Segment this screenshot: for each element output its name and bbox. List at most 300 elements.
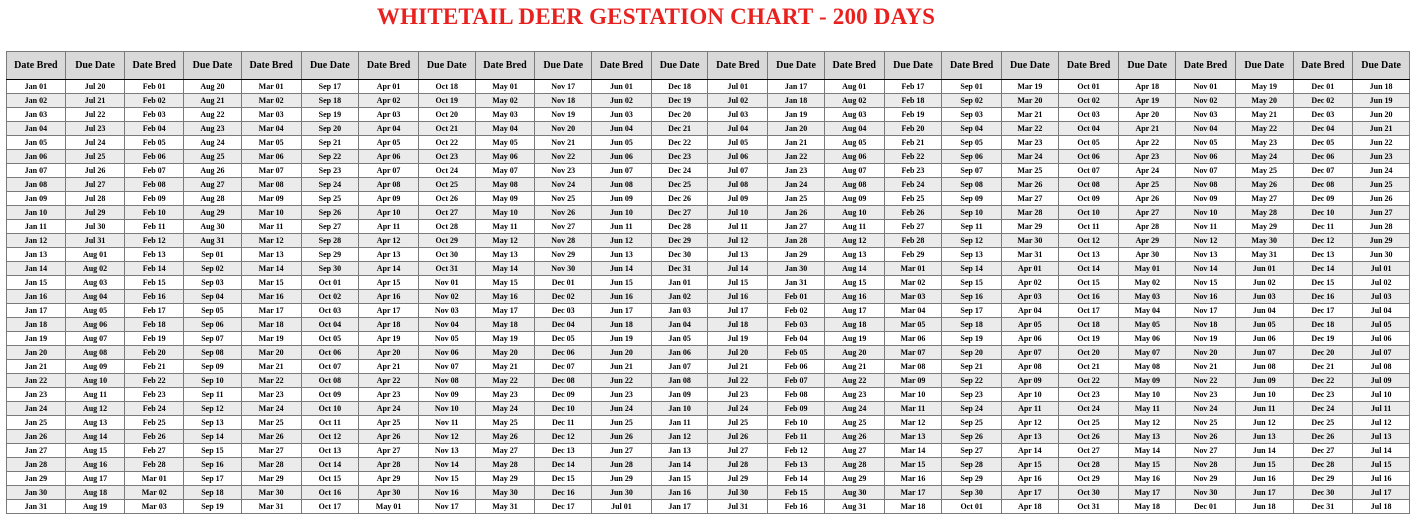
date-bred-cell: Jan 24 bbox=[7, 402, 66, 416]
date-bred-cell: Jan 09 bbox=[7, 192, 66, 206]
due-date-cell: Nov 21 bbox=[535, 136, 592, 150]
date-bred-cell: Dec 09 bbox=[1293, 192, 1353, 206]
date-bred-cell: Feb 07 bbox=[125, 164, 184, 178]
date-bred-cell: Dec 22 bbox=[1293, 374, 1353, 388]
date-bred-cell: Apr 21 bbox=[359, 360, 419, 374]
date-bred-cell: Oct 29 bbox=[1058, 472, 1119, 486]
due-date-cell: Mar 02 bbox=[884, 276, 942, 290]
due-date-cell: Jun 08 bbox=[1235, 360, 1293, 374]
date-bred-cell: Feb 05 bbox=[125, 136, 184, 150]
due-date-cell: Mar 16 bbox=[884, 472, 942, 486]
due-date-cell: Feb 05 bbox=[768, 346, 825, 360]
date-bred-cell: Sep 13 bbox=[942, 248, 1002, 262]
date-bred-cell: May 13 bbox=[475, 248, 535, 262]
due-date-cell: Jul 20 bbox=[65, 80, 125, 94]
date-bred-cell: May 06 bbox=[475, 150, 535, 164]
date-bred-cell: Jan 07 bbox=[7, 164, 66, 178]
due-date-cell: Mar 20 bbox=[1002, 94, 1059, 108]
date-bred-cell: Mar 09 bbox=[241, 192, 301, 206]
date-bred-cell: Dec 01 bbox=[1293, 80, 1353, 94]
due-date-cell: Nov 01 bbox=[418, 276, 475, 290]
due-date-cell: May 13 bbox=[1119, 430, 1176, 444]
due-date-cell: Mar 29 bbox=[1002, 220, 1059, 234]
due-date-cell: Feb 22 bbox=[884, 150, 942, 164]
date-bred-cell: Sep 03 bbox=[942, 108, 1002, 122]
date-bred-cell: Jun 02 bbox=[592, 94, 652, 108]
header-date-bred: Date Bred bbox=[475, 52, 535, 80]
due-date-cell: May 08 bbox=[1119, 360, 1176, 374]
due-date-cell: Apr 24 bbox=[1119, 164, 1176, 178]
date-bred-cell: Jun 10 bbox=[592, 206, 652, 220]
date-bred-cell: Nov 27 bbox=[1176, 444, 1236, 458]
due-date-cell: Oct 21 bbox=[418, 122, 475, 136]
date-bred-cell: Jan 20 bbox=[7, 346, 66, 360]
due-date-cell: Nov 08 bbox=[418, 374, 475, 388]
due-date-cell: Oct 02 bbox=[301, 290, 359, 304]
table-row bbox=[7, 248, 1410, 262]
due-date-cell: May 21 bbox=[1235, 108, 1293, 122]
date-bred-cell: Sep 02 bbox=[942, 94, 1002, 108]
due-date-cell: Oct 06 bbox=[301, 346, 359, 360]
due-date-cell: Oct 18 bbox=[418, 80, 475, 94]
date-bred-cell: Oct 05 bbox=[1058, 136, 1119, 150]
due-date-cell: Feb 24 bbox=[884, 178, 942, 192]
date-bred-cell: Dec 21 bbox=[1293, 360, 1353, 374]
due-date-cell: Dec 23 bbox=[651, 150, 708, 164]
date-bred-cell: Feb 12 bbox=[125, 234, 184, 248]
due-date-cell: Nov 29 bbox=[535, 248, 592, 262]
due-date-cell: Mar 19 bbox=[1002, 80, 1059, 94]
due-date-cell: Nov 17 bbox=[535, 80, 592, 94]
due-date-cell: Dec 28 bbox=[651, 220, 708, 234]
due-date-cell: Feb 25 bbox=[884, 192, 942, 206]
due-date-cell: Nov 23 bbox=[535, 164, 592, 178]
due-date-cell: Nov 22 bbox=[535, 150, 592, 164]
due-date-cell: Feb 08 bbox=[768, 388, 825, 402]
due-date-cell: Jan 22 bbox=[768, 150, 825, 164]
due-date-cell: Apr 22 bbox=[1119, 136, 1176, 150]
date-bred-cell: Dec 17 bbox=[1293, 304, 1353, 318]
due-date-cell: Nov 25 bbox=[535, 192, 592, 206]
due-date-cell: Sep 17 bbox=[301, 80, 359, 94]
date-bred-cell: Oct 09 bbox=[1058, 192, 1119, 206]
header-date-bred: Date Bred bbox=[1058, 52, 1119, 80]
due-date-cell: Jul 17 bbox=[1353, 486, 1410, 500]
date-bred-cell: Mar 26 bbox=[241, 430, 301, 444]
due-date-cell: Apr 01 bbox=[1002, 262, 1059, 276]
due-date-cell: Jul 23 bbox=[65, 122, 125, 136]
due-date-cell: Mar 03 bbox=[884, 290, 942, 304]
date-bred-cell: Dec 13 bbox=[1293, 248, 1353, 262]
date-bred-cell: Aug 29 bbox=[824, 472, 884, 486]
due-date-cell: Sep 09 bbox=[184, 360, 242, 374]
date-bred-cell: Jun 09 bbox=[592, 192, 652, 206]
due-date-cell: Jun 18 bbox=[1235, 500, 1293, 514]
date-bred-cell: Sep 07 bbox=[942, 164, 1002, 178]
date-bred-cell: Oct 28 bbox=[1058, 458, 1119, 472]
due-date-cell: Oct 17 bbox=[301, 500, 359, 514]
date-bred-cell: Jan 17 bbox=[7, 304, 66, 318]
due-date-cell: Dec 16 bbox=[535, 486, 592, 500]
date-bred-cell: Apr 16 bbox=[359, 290, 419, 304]
due-date-cell: Dec 13 bbox=[535, 444, 592, 458]
due-date-cell: May 05 bbox=[1119, 318, 1176, 332]
date-bred-cell: Jan 30 bbox=[7, 486, 66, 500]
date-bred-cell: Oct 13 bbox=[1058, 248, 1119, 262]
due-date-cell: Jun 13 bbox=[1235, 430, 1293, 444]
date-bred-cell: Aug 13 bbox=[824, 248, 884, 262]
due-date-cell: Dec 03 bbox=[535, 304, 592, 318]
due-date-cell: Jul 24 bbox=[65, 136, 125, 150]
due-date-cell: Jun 19 bbox=[1353, 94, 1410, 108]
due-date-cell: Mar 08 bbox=[884, 360, 942, 374]
date-bred-cell: Oct 26 bbox=[1058, 430, 1119, 444]
date-bred-cell: Jan 05 bbox=[7, 136, 66, 150]
due-date-cell: Aug 06 bbox=[65, 318, 125, 332]
due-date-cell: May 03 bbox=[1119, 290, 1176, 304]
due-date-cell: Nov 05 bbox=[418, 332, 475, 346]
due-date-cell: Mar 23 bbox=[1002, 136, 1059, 150]
due-date-cell: Nov 06 bbox=[418, 346, 475, 360]
due-date-cell: Jan 08 bbox=[651, 374, 708, 388]
date-bred-cell: Oct 07 bbox=[1058, 164, 1119, 178]
due-date-cell: Jun 02 bbox=[1235, 276, 1293, 290]
due-date-cell: Mar 30 bbox=[1002, 234, 1059, 248]
date-bred-cell: Aug 03 bbox=[824, 108, 884, 122]
header-due-date: Due Date bbox=[65, 52, 125, 80]
due-date-cell: Aug 22 bbox=[184, 108, 242, 122]
due-date-cell: Jan 07 bbox=[651, 360, 708, 374]
date-bred-cell: Jun 14 bbox=[592, 262, 652, 276]
due-date-cell: Dec 29 bbox=[651, 234, 708, 248]
due-date-cell: Jan 23 bbox=[768, 164, 825, 178]
due-date-cell: Dec 25 bbox=[651, 178, 708, 192]
date-bred-cell: Jun 15 bbox=[592, 276, 652, 290]
due-date-cell: Apr 02 bbox=[1002, 276, 1059, 290]
due-date-cell: Apr 04 bbox=[1002, 304, 1059, 318]
date-bred-cell: Sep 23 bbox=[942, 388, 1002, 402]
date-bred-cell: Oct 25 bbox=[1058, 416, 1119, 430]
header-due-date: Due Date bbox=[884, 52, 942, 80]
due-date-cell: Jan 17 bbox=[651, 500, 708, 514]
due-date-cell: Oct 25 bbox=[418, 178, 475, 192]
date-bred-cell: Oct 20 bbox=[1058, 346, 1119, 360]
date-bred-cell: May 14 bbox=[475, 262, 535, 276]
date-bred-cell: Dec 05 bbox=[1293, 136, 1353, 150]
due-date-cell: Feb 10 bbox=[768, 416, 825, 430]
due-date-cell: Jun 23 bbox=[1353, 150, 1410, 164]
date-bred-cell: Feb 08 bbox=[125, 178, 184, 192]
due-date-cell: Nov 30 bbox=[535, 262, 592, 276]
date-bred-cell: Sep 05 bbox=[942, 136, 1002, 150]
due-date-cell: Feb 07 bbox=[768, 374, 825, 388]
date-bred-cell: Mar 13 bbox=[241, 248, 301, 262]
date-bred-cell: Jan 26 bbox=[7, 430, 66, 444]
date-bred-cell: Jan 25 bbox=[7, 416, 66, 430]
date-bred-cell: Jan 08 bbox=[7, 178, 66, 192]
due-date-cell: Oct 07 bbox=[301, 360, 359, 374]
date-bred-cell: Jun 08 bbox=[592, 178, 652, 192]
due-date-cell: Jun 11 bbox=[1235, 402, 1293, 416]
due-date-cell: Jun 17 bbox=[1235, 486, 1293, 500]
due-date-cell: May 10 bbox=[1119, 388, 1176, 402]
date-bred-cell: May 23 bbox=[475, 388, 535, 402]
date-bred-cell: Feb 13 bbox=[125, 248, 184, 262]
due-date-cell: Apr 25 bbox=[1119, 178, 1176, 192]
date-bred-cell: Jul 19 bbox=[708, 332, 768, 346]
table-row bbox=[7, 276, 1410, 290]
date-bred-cell: Oct 02 bbox=[1058, 94, 1119, 108]
due-date-cell: Jul 08 bbox=[1353, 360, 1410, 374]
date-bred-cell: Aug 02 bbox=[824, 94, 884, 108]
date-bred-cell: May 10 bbox=[475, 206, 535, 220]
due-date-cell: Aug 02 bbox=[65, 262, 125, 276]
date-bred-cell: Nov 22 bbox=[1176, 374, 1236, 388]
date-bred-cell: Apr 19 bbox=[359, 332, 419, 346]
due-date-cell: Apr 23 bbox=[1119, 150, 1176, 164]
date-bred-cell: Nov 05 bbox=[1176, 136, 1236, 150]
date-bred-cell: May 11 bbox=[475, 220, 535, 234]
date-bred-cell: Nov 04 bbox=[1176, 122, 1236, 136]
due-date-cell: Jun 05 bbox=[1235, 318, 1293, 332]
due-date-cell: Mar 07 bbox=[884, 346, 942, 360]
date-bred-cell: Jun 05 bbox=[592, 136, 652, 150]
date-bred-cell: Aug 27 bbox=[824, 444, 884, 458]
due-date-cell: Jul 11 bbox=[1353, 402, 1410, 416]
header-date-bred: Date Bred bbox=[708, 52, 768, 80]
due-date-cell: Dec 10 bbox=[535, 402, 592, 416]
due-date-cell: Oct 30 bbox=[418, 248, 475, 262]
due-date-cell: Aug 07 bbox=[65, 332, 125, 346]
date-bred-cell: Nov 16 bbox=[1176, 290, 1236, 304]
due-date-cell: May 09 bbox=[1119, 374, 1176, 388]
table-row bbox=[7, 500, 1410, 514]
due-date-cell: Jun 30 bbox=[1353, 248, 1410, 262]
date-bred-cell: Jul 08 bbox=[708, 178, 768, 192]
due-date-cell: Apr 26 bbox=[1119, 192, 1176, 206]
due-date-cell: May 04 bbox=[1119, 304, 1176, 318]
date-bred-cell: May 31 bbox=[475, 500, 535, 514]
due-date-cell: Feb 18 bbox=[884, 94, 942, 108]
date-bred-cell: Nov 11 bbox=[1176, 220, 1236, 234]
table-row bbox=[7, 150, 1410, 164]
date-bred-cell: May 22 bbox=[475, 374, 535, 388]
date-bred-cell: Mar 21 bbox=[241, 360, 301, 374]
due-date-cell: Mar 04 bbox=[884, 304, 942, 318]
date-bred-cell: Dec 12 bbox=[1293, 234, 1353, 248]
date-bred-cell: Apr 23 bbox=[359, 388, 419, 402]
date-bred-cell: Oct 14 bbox=[1058, 262, 1119, 276]
date-bred-cell: Dec 18 bbox=[1293, 318, 1353, 332]
date-bred-cell: Feb 14 bbox=[125, 262, 184, 276]
date-bred-cell: Oct 03 bbox=[1058, 108, 1119, 122]
due-date-cell: Apr 30 bbox=[1119, 248, 1176, 262]
due-date-cell: Mar 11 bbox=[884, 402, 942, 416]
due-date-cell: Jul 06 bbox=[1353, 332, 1410, 346]
due-date-cell: Sep 27 bbox=[301, 220, 359, 234]
due-date-cell: Aug 20 bbox=[184, 80, 242, 94]
due-date-cell: Apr 13 bbox=[1002, 430, 1059, 444]
date-bred-cell: Aug 08 bbox=[824, 178, 884, 192]
due-date-cell: Mar 06 bbox=[884, 332, 942, 346]
date-bred-cell: Nov 01 bbox=[1176, 80, 1236, 94]
date-bred-cell: Jan 03 bbox=[7, 108, 66, 122]
date-bred-cell: Sep 16 bbox=[942, 290, 1002, 304]
due-date-cell: Jun 01 bbox=[1235, 262, 1293, 276]
table-row bbox=[7, 374, 1410, 388]
date-bred-cell: Dec 24 bbox=[1293, 402, 1353, 416]
table-row bbox=[7, 136, 1410, 150]
date-bred-cell: Apr 09 bbox=[359, 192, 419, 206]
due-date-cell: May 18 bbox=[1119, 500, 1176, 514]
due-date-cell: Jun 15 bbox=[1235, 458, 1293, 472]
due-date-cell: Aug 14 bbox=[65, 430, 125, 444]
date-bred-cell: Mar 03 bbox=[241, 108, 301, 122]
due-date-cell: Jul 13 bbox=[1353, 430, 1410, 444]
date-bred-cell: Feb 02 bbox=[125, 94, 184, 108]
due-date-cell: Jan 29 bbox=[768, 248, 825, 262]
due-date-cell: Mar 24 bbox=[1002, 150, 1059, 164]
date-bred-cell: Oct 16 bbox=[1058, 290, 1119, 304]
due-date-cell: Sep 07 bbox=[184, 332, 242, 346]
due-date-cell: May 20 bbox=[1235, 94, 1293, 108]
due-date-cell: Jul 29 bbox=[65, 206, 125, 220]
date-bred-cell: Jun 18 bbox=[592, 318, 652, 332]
due-date-cell: Sep 18 bbox=[301, 94, 359, 108]
due-date-cell: Sep 20 bbox=[301, 122, 359, 136]
date-bred-cell: Oct 30 bbox=[1058, 486, 1119, 500]
due-date-cell: Nov 13 bbox=[418, 444, 475, 458]
due-date-cell: Sep 08 bbox=[184, 346, 242, 360]
table-row bbox=[7, 262, 1410, 276]
due-date-cell: Sep 13 bbox=[184, 416, 242, 430]
date-bred-cell: Oct 01 bbox=[942, 500, 1002, 514]
due-date-cell: Sep 26 bbox=[301, 206, 359, 220]
due-date-cell: Apr 27 bbox=[1119, 206, 1176, 220]
due-date-cell: Aug 12 bbox=[65, 402, 125, 416]
due-date-cell: Feb 29 bbox=[884, 248, 942, 262]
date-bred-cell: Nov 02 bbox=[1176, 94, 1236, 108]
table-row bbox=[7, 402, 1410, 416]
due-date-cell: Nov 11 bbox=[418, 416, 475, 430]
due-date-cell: Sep 02 bbox=[184, 262, 242, 276]
date-bred-cell: Aug 07 bbox=[824, 164, 884, 178]
due-date-cell: Feb 11 bbox=[768, 430, 825, 444]
due-date-cell: Feb 14 bbox=[768, 472, 825, 486]
due-date-cell: Jun 14 bbox=[1235, 444, 1293, 458]
due-date-cell: Jan 13 bbox=[651, 444, 708, 458]
date-bred-cell: Aug 01 bbox=[824, 80, 884, 94]
date-bred-cell: Jul 06 bbox=[708, 150, 768, 164]
due-date-cell: May 27 bbox=[1235, 192, 1293, 206]
due-date-cell: Dec 21 bbox=[651, 122, 708, 136]
date-bred-cell: Feb 27 bbox=[125, 444, 184, 458]
date-bred-cell: Nov 17 bbox=[1176, 304, 1236, 318]
due-date-cell: Jun 03 bbox=[1235, 290, 1293, 304]
date-bred-cell: Jun 04 bbox=[592, 122, 652, 136]
due-date-cell: Aug 09 bbox=[65, 360, 125, 374]
date-bred-cell: Sep 11 bbox=[942, 220, 1002, 234]
date-bred-cell: Apr 11 bbox=[359, 220, 419, 234]
date-bred-cell: Dec 08 bbox=[1293, 178, 1353, 192]
date-bred-cell: Oct 22 bbox=[1058, 374, 1119, 388]
date-bred-cell: Mar 01 bbox=[241, 80, 301, 94]
date-bred-cell: Apr 22 bbox=[359, 374, 419, 388]
due-date-cell: Mar 09 bbox=[884, 374, 942, 388]
date-bred-cell: Jun 16 bbox=[592, 290, 652, 304]
date-bred-cell: May 12 bbox=[475, 234, 535, 248]
date-bred-cell: Jan 28 bbox=[7, 458, 66, 472]
due-date-cell: Sep 16 bbox=[184, 458, 242, 472]
due-date-cell: Dec 04 bbox=[535, 318, 592, 332]
date-bred-cell: Nov 03 bbox=[1176, 108, 1236, 122]
date-bred-cell: Feb 22 bbox=[125, 374, 184, 388]
date-bred-cell: Jan 14 bbox=[7, 262, 66, 276]
due-date-cell: Feb 04 bbox=[768, 332, 825, 346]
date-bred-cell: May 18 bbox=[475, 318, 535, 332]
due-date-cell: Dec 09 bbox=[535, 388, 592, 402]
date-bred-cell: May 28 bbox=[475, 458, 535, 472]
date-bred-cell: Mar 01 bbox=[125, 472, 184, 486]
date-bred-cell: Jul 03 bbox=[708, 108, 768, 122]
due-date-cell: Oct 22 bbox=[418, 136, 475, 150]
due-date-cell: Aug 31 bbox=[184, 234, 242, 248]
due-date-cell: Oct 04 bbox=[301, 318, 359, 332]
date-bred-cell: Jul 02 bbox=[708, 94, 768, 108]
date-bred-cell: Feb 21 bbox=[125, 360, 184, 374]
due-date-cell: Sep 14 bbox=[184, 430, 242, 444]
date-bred-cell: Sep 04 bbox=[942, 122, 1002, 136]
date-bred-cell: Jul 22 bbox=[708, 374, 768, 388]
due-date-cell: Mar 31 bbox=[1002, 248, 1059, 262]
due-date-cell: Oct 24 bbox=[418, 164, 475, 178]
due-date-cell: Aug 27 bbox=[184, 178, 242, 192]
due-date-cell: Apr 14 bbox=[1002, 444, 1059, 458]
due-date-cell: Aug 25 bbox=[184, 150, 242, 164]
date-bred-cell: Mar 02 bbox=[241, 94, 301, 108]
date-bred-cell: Jul 04 bbox=[708, 122, 768, 136]
date-bred-cell: Sep 09 bbox=[942, 192, 1002, 206]
due-date-cell: Jul 28 bbox=[65, 192, 125, 206]
due-date-cell: Jun 26 bbox=[1353, 192, 1410, 206]
due-date-cell: Jan 20 bbox=[768, 122, 825, 136]
date-bred-cell: Nov 13 bbox=[1176, 248, 1236, 262]
due-date-cell: Jan 09 bbox=[651, 388, 708, 402]
date-bred-cell: Jun 27 bbox=[592, 444, 652, 458]
due-date-cell: Feb 17 bbox=[884, 80, 942, 94]
due-date-cell: Feb 06 bbox=[768, 360, 825, 374]
date-bred-cell: Jul 25 bbox=[708, 416, 768, 430]
date-bred-cell: Apr 15 bbox=[359, 276, 419, 290]
due-date-cell: Oct 15 bbox=[301, 472, 359, 486]
table-row bbox=[7, 94, 1410, 108]
due-date-cell: Feb 01 bbox=[768, 290, 825, 304]
due-date-cell: Jul 14 bbox=[1353, 444, 1410, 458]
due-date-cell: Sep 23 bbox=[301, 164, 359, 178]
date-bred-cell: Aug 18 bbox=[824, 318, 884, 332]
due-date-cell: Apr 28 bbox=[1119, 220, 1176, 234]
due-date-cell: Feb 15 bbox=[768, 486, 825, 500]
date-bred-cell: Nov 10 bbox=[1176, 206, 1236, 220]
date-bred-cell: Jun 25 bbox=[592, 416, 652, 430]
header-due-date: Due Date bbox=[535, 52, 592, 80]
due-date-cell: Jul 04 bbox=[1353, 304, 1410, 318]
due-date-cell: Feb 12 bbox=[768, 444, 825, 458]
date-bred-cell: Dec 29 bbox=[1293, 472, 1353, 486]
due-date-cell: Nov 03 bbox=[418, 304, 475, 318]
date-bred-cell: Jul 15 bbox=[708, 276, 768, 290]
date-bred-cell: Jan 12 bbox=[7, 234, 66, 248]
